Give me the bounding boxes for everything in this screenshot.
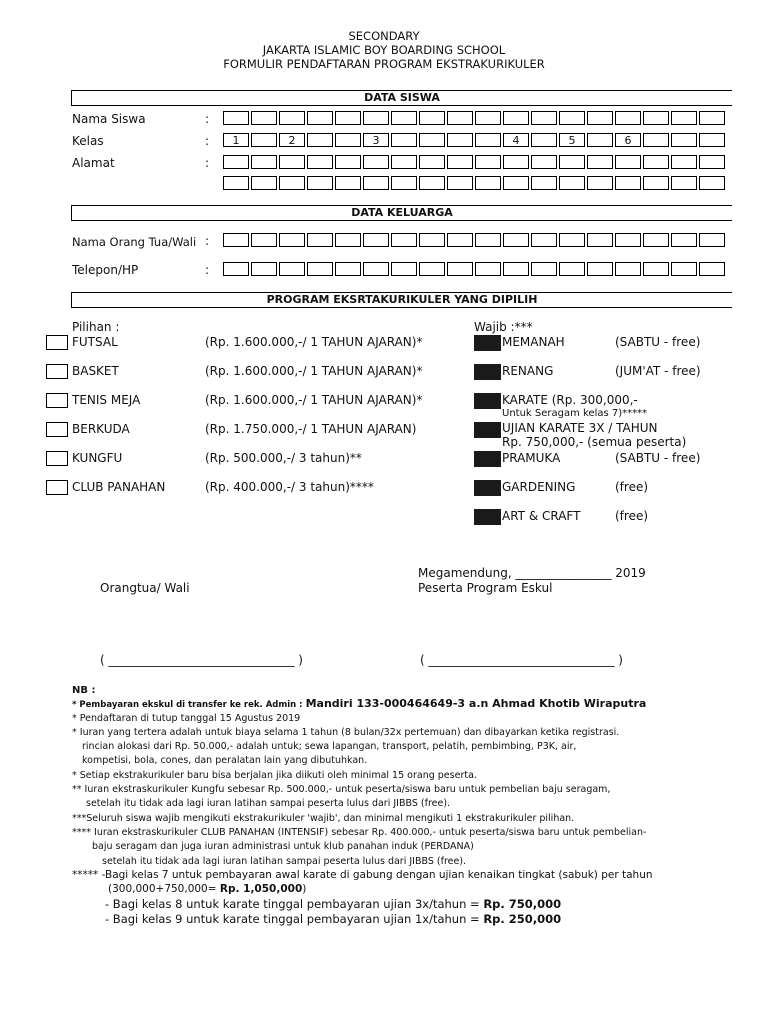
program-price: (Rp. 1.600.000,-/ 1 TAHUN AJARAN)*: [205, 364, 423, 378]
note-karate-total-amount: Rp. 1,050,000: [219, 883, 303, 895]
char-cell[interactable]: [559, 233, 585, 247]
char-cell[interactable]: [671, 155, 697, 169]
char-cell[interactable]: [671, 111, 697, 125]
char-cell[interactable]: [223, 155, 249, 169]
char-cell[interactable]: [251, 262, 277, 276]
char-cell[interactable]: [419, 176, 445, 190]
char-cell[interactable]: [447, 262, 473, 276]
char-cell[interactable]: [587, 262, 613, 276]
char-cell[interactable]: [643, 262, 669, 276]
wajib-art-craft: ART & CRAFT: [502, 509, 581, 523]
colon: :: [205, 263, 210, 277]
char-cell[interactable]: [503, 176, 529, 190]
char-cell[interactable]: [251, 155, 277, 169]
note-karate-total-formula: (300,000+750,000=: [108, 883, 217, 895]
checkbox-basket[interactable]: [46, 364, 68, 379]
char-cell[interactable]: [251, 111, 277, 125]
checked-box-renang: [474, 364, 501, 380]
char-cell[interactable]: [447, 155, 473, 169]
colon: :: [205, 234, 210, 248]
checked-box-pramuka: [474, 451, 501, 467]
char-cell[interactable]: [671, 262, 697, 276]
char-cell[interactable]: [671, 133, 697, 147]
char-cell[interactable]: [615, 233, 641, 247]
char-cell[interactable]: [587, 233, 613, 247]
char-cell[interactable]: [335, 262, 361, 276]
char-cell[interactable]: [223, 233, 249, 247]
wajib-renang-note: (JUM'AT - free): [615, 364, 701, 378]
char-cell[interactable]: [475, 176, 501, 190]
program-price: (Rp. 400.000,-/ 3 tahun)****: [205, 480, 374, 494]
char-cell[interactable]: [643, 133, 669, 147]
kelas-option-2[interactable]: 2: [279, 133, 305, 147]
char-cell[interactable]: [559, 176, 585, 190]
char-cell[interactable]: [699, 262, 725, 276]
char-cell[interactable]: [279, 155, 305, 169]
checked-box-gardening: [474, 480, 501, 496]
char-cell[interactable]: [391, 133, 417, 147]
char-cell[interactable]: [223, 176, 249, 190]
label-kelas: Kelas: [72, 134, 104, 148]
checked-box-karate: [474, 393, 501, 409]
note-transfer-prefix: * Pembayaran ekskul di transfer ke rek. Admin :: [72, 700, 303, 710]
note-line: ***Seluruh siswa wajib mengikuti ekstrakurikuler 'wajib', dan minimal mengikuti 1 ekstrakurikuler pilihan.: [72, 813, 575, 824]
note-kelas9-amount: Rp. 250,000: [483, 912, 562, 926]
char-cell[interactable]: [531, 155, 557, 169]
char-cell[interactable]: [447, 233, 473, 247]
program-price: (Rp. 500.000,-/ 3 tahun)**: [205, 451, 362, 465]
checked-box-ujian-karate: [474, 422, 501, 438]
program-price: (Rp. 1.600.000,-/ 1 TAHUN AJARAN)*: [205, 335, 423, 349]
char-cell[interactable]: [419, 233, 445, 247]
char-cell[interactable]: [475, 155, 501, 169]
char-cell[interactable]: [335, 155, 361, 169]
char-cell[interactable]: [699, 155, 725, 169]
kelas-option-5[interactable]: 5: [559, 133, 585, 147]
note-transfer: [72, 698, 646, 711]
wajib-ujian-karate: UJIAN KARATE 3X / TAHUN: [502, 421, 658, 435]
program-price: (Rp. 1.750.000,-/ 1 TAHUN AJARAN): [205, 422, 417, 436]
char-cell[interactable]: [503, 262, 529, 276]
char-cell[interactable]: [447, 176, 473, 190]
pilihan-heading: Pilihan :: [72, 320, 120, 334]
char-cell[interactable]: [643, 111, 669, 125]
char-cell[interactable]: [279, 262, 305, 276]
char-cell[interactable]: [391, 155, 417, 169]
char-cell[interactable]: [391, 111, 417, 125]
header-form-title: FORMULIR PENDAFTARAN PROGRAM EKSTRAKURIKULER: [223, 57, 545, 71]
header-school-name: JAKARTA ISLAMIC BOY BOARDING SCHOOL: [262, 43, 506, 57]
label-nama-siswa: Nama Siswa: [72, 112, 146, 126]
char-cell[interactable]: [419, 262, 445, 276]
program-price: (Rp. 1.600.000,-/ 1 TAHUN AJARAN)*: [205, 393, 423, 407]
kelas-option-3[interactable]: 3: [363, 133, 389, 147]
wajib-art-craft-note: (free): [615, 509, 649, 523]
char-cell[interactable]: [363, 155, 389, 169]
char-cell[interactable]: [643, 176, 669, 190]
char-cell[interactable]: [503, 111, 529, 125]
wajib-karate: KARATE (Rp. 300,000,-: [502, 393, 638, 407]
label-telepon: Telepon/HP: [72, 263, 139, 277]
place-date-line: Megamendung, ________________ 2019: [418, 566, 646, 580]
char-cell[interactable]: [699, 111, 725, 125]
wajib-heading: Wajib :***: [474, 320, 533, 334]
char-cell[interactable]: [615, 111, 641, 125]
char-cell[interactable]: [587, 111, 613, 125]
note-transfer-account: Mandiri 133-000464649-3 a.n Ahmad Khotib Wiraputra: [305, 697, 647, 710]
note-line: * Pendaftaran di tutup tanggal 15 Agustus 2019: [72, 713, 301, 724]
colon: :: [205, 156, 210, 170]
char-cell[interactable]: [699, 233, 725, 247]
char-cell[interactable]: [363, 111, 389, 125]
char-cell[interactable]: [671, 233, 697, 247]
section-program: PROGRAM EKSRTAKURIKULER YANG DIPILIH: [71, 292, 732, 308]
wajib-ujian-karate-sub: Rp. 750,000,- (semua peserta): [502, 435, 687, 449]
wajib-renang: RENANG: [502, 364, 554, 378]
wajib-gardening: GARDENING: [502, 480, 576, 494]
note-karate-total: [108, 884, 306, 895]
label-nama-ortu: Nama Orang Tua/Wali: [72, 235, 197, 249]
char-cell[interactable]: [307, 155, 333, 169]
char-cell[interactable]: [531, 233, 557, 247]
char-cell[interactable]: [363, 233, 389, 247]
char-cell[interactable]: [335, 233, 361, 247]
program-name: CLUB PANAHAN: [72, 480, 166, 494]
signature-peserta-line: ( _______________________________ ): [420, 653, 623, 667]
checkbox-kungfu[interactable]: [46, 451, 68, 466]
char-cell[interactable]: [615, 155, 641, 169]
char-cell[interactable]: [335, 133, 361, 147]
program-name: BASKET: [72, 364, 119, 378]
char-cell[interactable]: [279, 176, 305, 190]
checkbox-club-panahan[interactable]: [46, 480, 68, 495]
char-cell[interactable]: [223, 111, 249, 125]
char-cell[interactable]: [559, 155, 585, 169]
wajib-karate-sub: Untuk Seragam kelas 7)*****: [502, 408, 648, 419]
char-cell[interactable]: [559, 111, 585, 125]
char-cell[interactable]: [307, 133, 333, 147]
char-cell[interactable]: [223, 262, 249, 276]
kelas-option-1[interactable]: 1: [223, 133, 249, 147]
char-cell[interactable]: [391, 176, 417, 190]
char-cell[interactable]: [447, 111, 473, 125]
char-cell[interactable]: [559, 262, 585, 276]
note-kelas9: [105, 913, 561, 926]
colon: :: [205, 112, 210, 126]
checkbox-berkuda[interactable]: [46, 422, 68, 437]
char-cell[interactable]: [335, 111, 361, 125]
wajib-gardening-note: (free): [615, 480, 649, 494]
note-kelas8: [105, 898, 561, 911]
section-data-keluarga: DATA KELUARGA: [71, 205, 732, 221]
note-line: setelah itu tidak ada lagi iuran latihan sampai peserta lulus dari JIBBS (free).: [102, 856, 467, 867]
program-name: KUNGFU: [72, 451, 123, 465]
char-cell[interactable]: [251, 133, 277, 147]
note-line: ***** -Bagi kelas 7 untuk pembayaran awal karate di gabung dengan ujian kenaikan tingkat (sabuk) per tahun: [72, 869, 653, 881]
char-cell[interactable]: [531, 111, 557, 125]
note-kelas9-text: - Bagi kelas 9 untuk karate tinggal pembayaran ujian 1x/tahun =: [105, 912, 480, 926]
char-cell[interactable]: [503, 233, 529, 247]
char-cell[interactable]: [643, 233, 669, 247]
char-cell[interactable]: [531, 133, 557, 147]
checked-box-memanah: [474, 335, 501, 351]
char-cell[interactable]: [447, 133, 473, 147]
section-data-siswa: DATA SISWA: [71, 90, 732, 106]
char-cell[interactable]: [615, 262, 641, 276]
program-name: FUTSAL: [72, 335, 118, 349]
notes-heading: NB :: [72, 685, 96, 696]
char-cell[interactable]: [475, 111, 501, 125]
char-cell[interactable]: [279, 111, 305, 125]
label-alamat: Alamat: [72, 156, 115, 170]
char-cell[interactable]: [699, 133, 725, 147]
note-line: setelah itu tidak ada lagi iuran latihan sampai peserta lulus dari JIBBS (free).: [86, 798, 451, 809]
char-cell[interactable]: [251, 176, 277, 190]
note-line: baju seragam dan juga iuran administrasi untuk klub panahan induk (PERDANA): [92, 841, 474, 852]
signature-wali-line: ( _______________________________ ): [100, 653, 303, 667]
char-cell[interactable]: [587, 133, 613, 147]
char-cell[interactable]: [475, 262, 501, 276]
note-line: **** Iuran ekstraskurikuler CLUB PANAHAN (INTENSIF) sebesar Rp. 400.000,- untuk peserta/siswa baru untuk pembelian-: [72, 827, 647, 838]
checkbox-tenis-meja[interactable]: [46, 393, 68, 408]
signature-wali-label: Orangtua/ Wali: [100, 581, 190, 595]
char-cell[interactable]: [307, 111, 333, 125]
note-kelas8-text: - Bagi kelas 8 untuk karate tinggal pembayaran ujian 3x/tahun =: [105, 897, 480, 911]
char-cell[interactable]: [587, 155, 613, 169]
char-cell[interactable]: [419, 111, 445, 125]
char-cell[interactable]: [475, 133, 501, 147]
note-line: rincian alokasi dari Rp. 50.000,- adalah untuk; sewa lapangan, transport, pelatih, pembimbing, P3K, air,: [82, 741, 577, 752]
char-cell[interactable]: [587, 176, 613, 190]
char-cell[interactable]: [531, 262, 557, 276]
char-cell[interactable]: [335, 176, 361, 190]
checkbox-futsal[interactable]: [46, 335, 68, 350]
wajib-memanah: MEMANAH: [502, 335, 565, 349]
note-line: * Setiap ekstrakurikuler baru bisa berjalan jika diikuti oleh minimal 15 orang peserta.: [72, 770, 477, 781]
note-line: kompetisi, bola, cones, dan peralatan lain yang dibutuhkan.: [82, 755, 368, 766]
kelas-option-6[interactable]: 6: [615, 133, 641, 147]
char-cell[interactable]: [503, 155, 529, 169]
note-karate-total-close: ): [302, 883, 307, 895]
char-cell[interactable]: [279, 233, 305, 247]
char-cell[interactable]: [363, 262, 389, 276]
char-cell[interactable]: [419, 133, 445, 147]
wajib-pramuka: PRAMUKA: [502, 451, 561, 465]
char-cell[interactable]: [307, 233, 333, 247]
char-cell[interactable]: [475, 233, 501, 247]
program-name: TENIS MEJA: [72, 393, 141, 407]
char-cell[interactable]: [307, 262, 333, 276]
char-cell[interactable]: [671, 176, 697, 190]
signature-peserta-label: Peserta Program Eskul: [418, 581, 553, 595]
note-line: ** Iuran ekstraskurikuler Kungfu sebesar Rp. 500.000,- untuk peserta/siswa baru untuk pembelian baju seragam,: [72, 784, 611, 795]
char-cell[interactable]: [643, 155, 669, 169]
header-secondary: SECONDARY: [348, 29, 420, 43]
char-cell[interactable]: [699, 176, 725, 190]
char-cell[interactable]: [307, 176, 333, 190]
program-name: BERKUDA: [72, 422, 130, 436]
colon: :: [205, 134, 210, 148]
char-cell[interactable]: [251, 233, 277, 247]
note-kelas8-amount: Rp. 750,000: [483, 897, 562, 911]
note-line: * Iuran yang tertera adalah untuk biaya selama 1 tahun (8 bulan/32x pertemuan) dan dibayarkan ketika registrasi.: [72, 727, 620, 738]
char-cell[interactable]: [531, 176, 557, 190]
char-cell[interactable]: [391, 233, 417, 247]
char-cell[interactable]: [391, 262, 417, 276]
checked-box-art-craft: [474, 509, 501, 525]
char-cell[interactable]: [615, 176, 641, 190]
wajib-memanah-note: (SABTU - free): [615, 335, 701, 349]
wajib-pramuka-note: (SABTU - free): [615, 451, 701, 465]
char-cell[interactable]: [363, 176, 389, 190]
kelas-option-4[interactable]: 4: [503, 133, 529, 147]
char-cell[interactable]: [419, 155, 445, 169]
